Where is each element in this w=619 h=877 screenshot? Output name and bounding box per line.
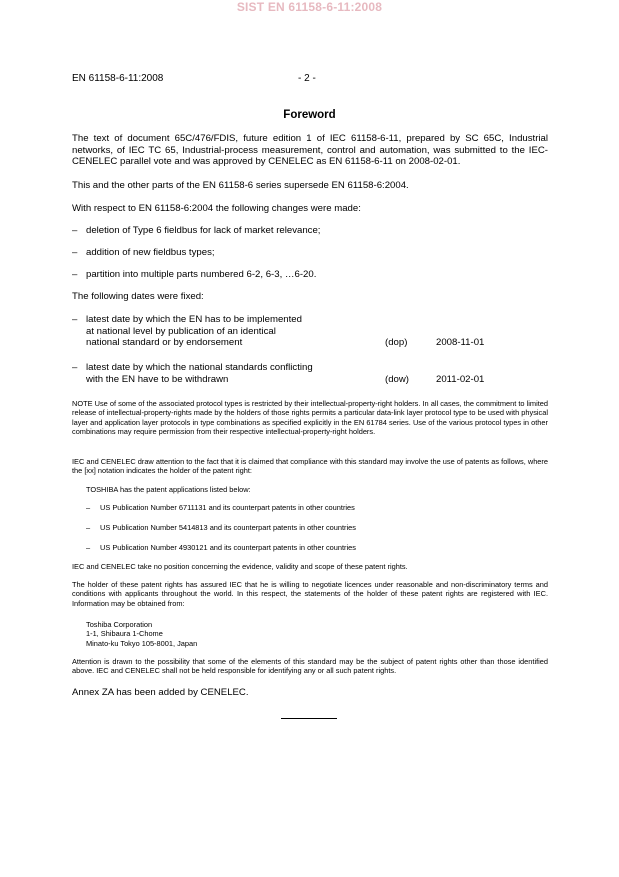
change-item-text: partition into multiple parts numbered 6-2, 6-3, …6-20. <box>86 269 317 280</box>
dash-bullet: – <box>86 523 91 532</box>
patent-publication-item <box>86 503 355 512</box>
date-abbreviation: (dow) <box>385 373 409 385</box>
dates-intro: The following dates were fixed: <box>72 291 204 302</box>
assurance-paragraph: The holder of these patent rights has assured IEC that he is willing to negotiate licences under reasonable and non-discriminatory terms and conditions with applicants throughout the world. In this respect, the statements of the holder of these patent rights are registered with IEC. Information may be obtained from: <box>72 580 548 608</box>
dash-bullet: – <box>72 314 78 325</box>
change-item-text: addition of new fieldbus types; <box>86 247 215 258</box>
annex-statement: Annex ZA has been added by CENELEC. <box>72 687 249 698</box>
note-paragraph: NOTE Use of some of the associated protocol types is restricted by their intellectual-property-right holders. In all cases, the commitment to limited release of intellectual-property-rights made by the holders of those rights permits a particular data-link layer protocol type to be used with physical layer and application layer protocols in type combinations as specified explicitly in the EN 61784 series. Use of the various protocol types in other combinations may require permission from their respective intellectual-property-right holders. <box>72 399 548 436</box>
no-position-statement: IEC and CENELEC take no position concerning the evidence, validity and scope of these patent rights. <box>72 562 408 571</box>
date-entry-line: latest date by which the EN has to be implemented <box>86 314 302 325</box>
address-line: Toshiba Corporation <box>86 620 153 629</box>
address-line: Minato-ku Tokyo 105-8001, Japan <box>86 638 198 648</box>
dash-bullet: – <box>86 543 91 552</box>
supersede-paragraph: This and the other parts of the EN 61158-6 series supersede EN 61158-6:2004. <box>72 180 409 191</box>
section-title: Foreword <box>283 109 336 121</box>
patent-publication-text: US Publication Number 5414813 and its counterpart patents in other countries <box>100 523 356 532</box>
date-entry-line: national standard or by endorsement <box>86 337 243 349</box>
dash-bullet: – <box>72 247 78 258</box>
end-rule <box>281 718 337 719</box>
date-entry-dow <box>72 362 552 386</box>
patent-publication-text: US Publication Number 6711131 and its counterpart patents in other countries <box>100 503 355 512</box>
date-value: 2008-11-01 <box>436 337 485 349</box>
patent-intro: IEC and CENELEC draw attention to the fact that it is claimed that compliance with this standard may involve the use of patents as follows, where the [xx] notation indicates the holder of the patent right: <box>72 457 548 476</box>
date-entry-line: latest date by which the national standards conflicting <box>86 362 313 373</box>
watermark: SIST EN 61158-6-11:2008 <box>236 0 383 14</box>
patent-publication-item <box>86 523 356 532</box>
dash-bullet: – <box>86 503 91 512</box>
date-value: 2011-02-01 <box>436 373 485 385</box>
document-id: EN 61158-6-11:2008 <box>72 73 164 84</box>
changes-intro: With respect to EN 61158-6:2004 the following changes were made: <box>72 203 361 214</box>
address-line: 1-1, Shibaura 1-Chome <box>86 629 163 639</box>
date-entry-line: with the EN have to be withdrawn <box>86 373 229 385</box>
patent-publication-item <box>86 543 356 552</box>
dash-bullet: – <box>72 269 78 280</box>
date-abbreviation: (dop) <box>385 337 408 349</box>
attention-paragraph: Attention is drawn to the possibility that some of the elements of this standard may be the subject of patent rights other than those identified above. IEC and CENELEC shall not be held responsible for identifying any or all such patent rights. <box>72 657 548 676</box>
date-entry-dop <box>72 314 552 350</box>
dash-bullet: – <box>72 225 78 236</box>
date-entry-line: at national level by publication of an identical <box>86 325 276 337</box>
page-number: - 2 - <box>298 73 316 84</box>
patent-holder-line: TOSHIBA has the patent applications listed below: <box>86 485 251 494</box>
dash-bullet: – <box>72 362 78 373</box>
patent-publication-text: US Publication Number 4930121 and its counterpart patents in other countries <box>100 543 356 552</box>
intro-paragraph: The text of document 65C/476/FDIS, future edition 1 of IEC 61158-6-11, prepared by SC 65C, Industrial networks, of IEC TC 65, Industrial-process measurement, control and automation, was submitted to the IEC-CENELEC parallel vote and was approved by CENELEC as EN 61158-6-11 on 2008-02-01. <box>72 133 548 168</box>
change-item-text: deletion of Type 6 fieldbus for lack of market relevance; <box>86 225 321 236</box>
